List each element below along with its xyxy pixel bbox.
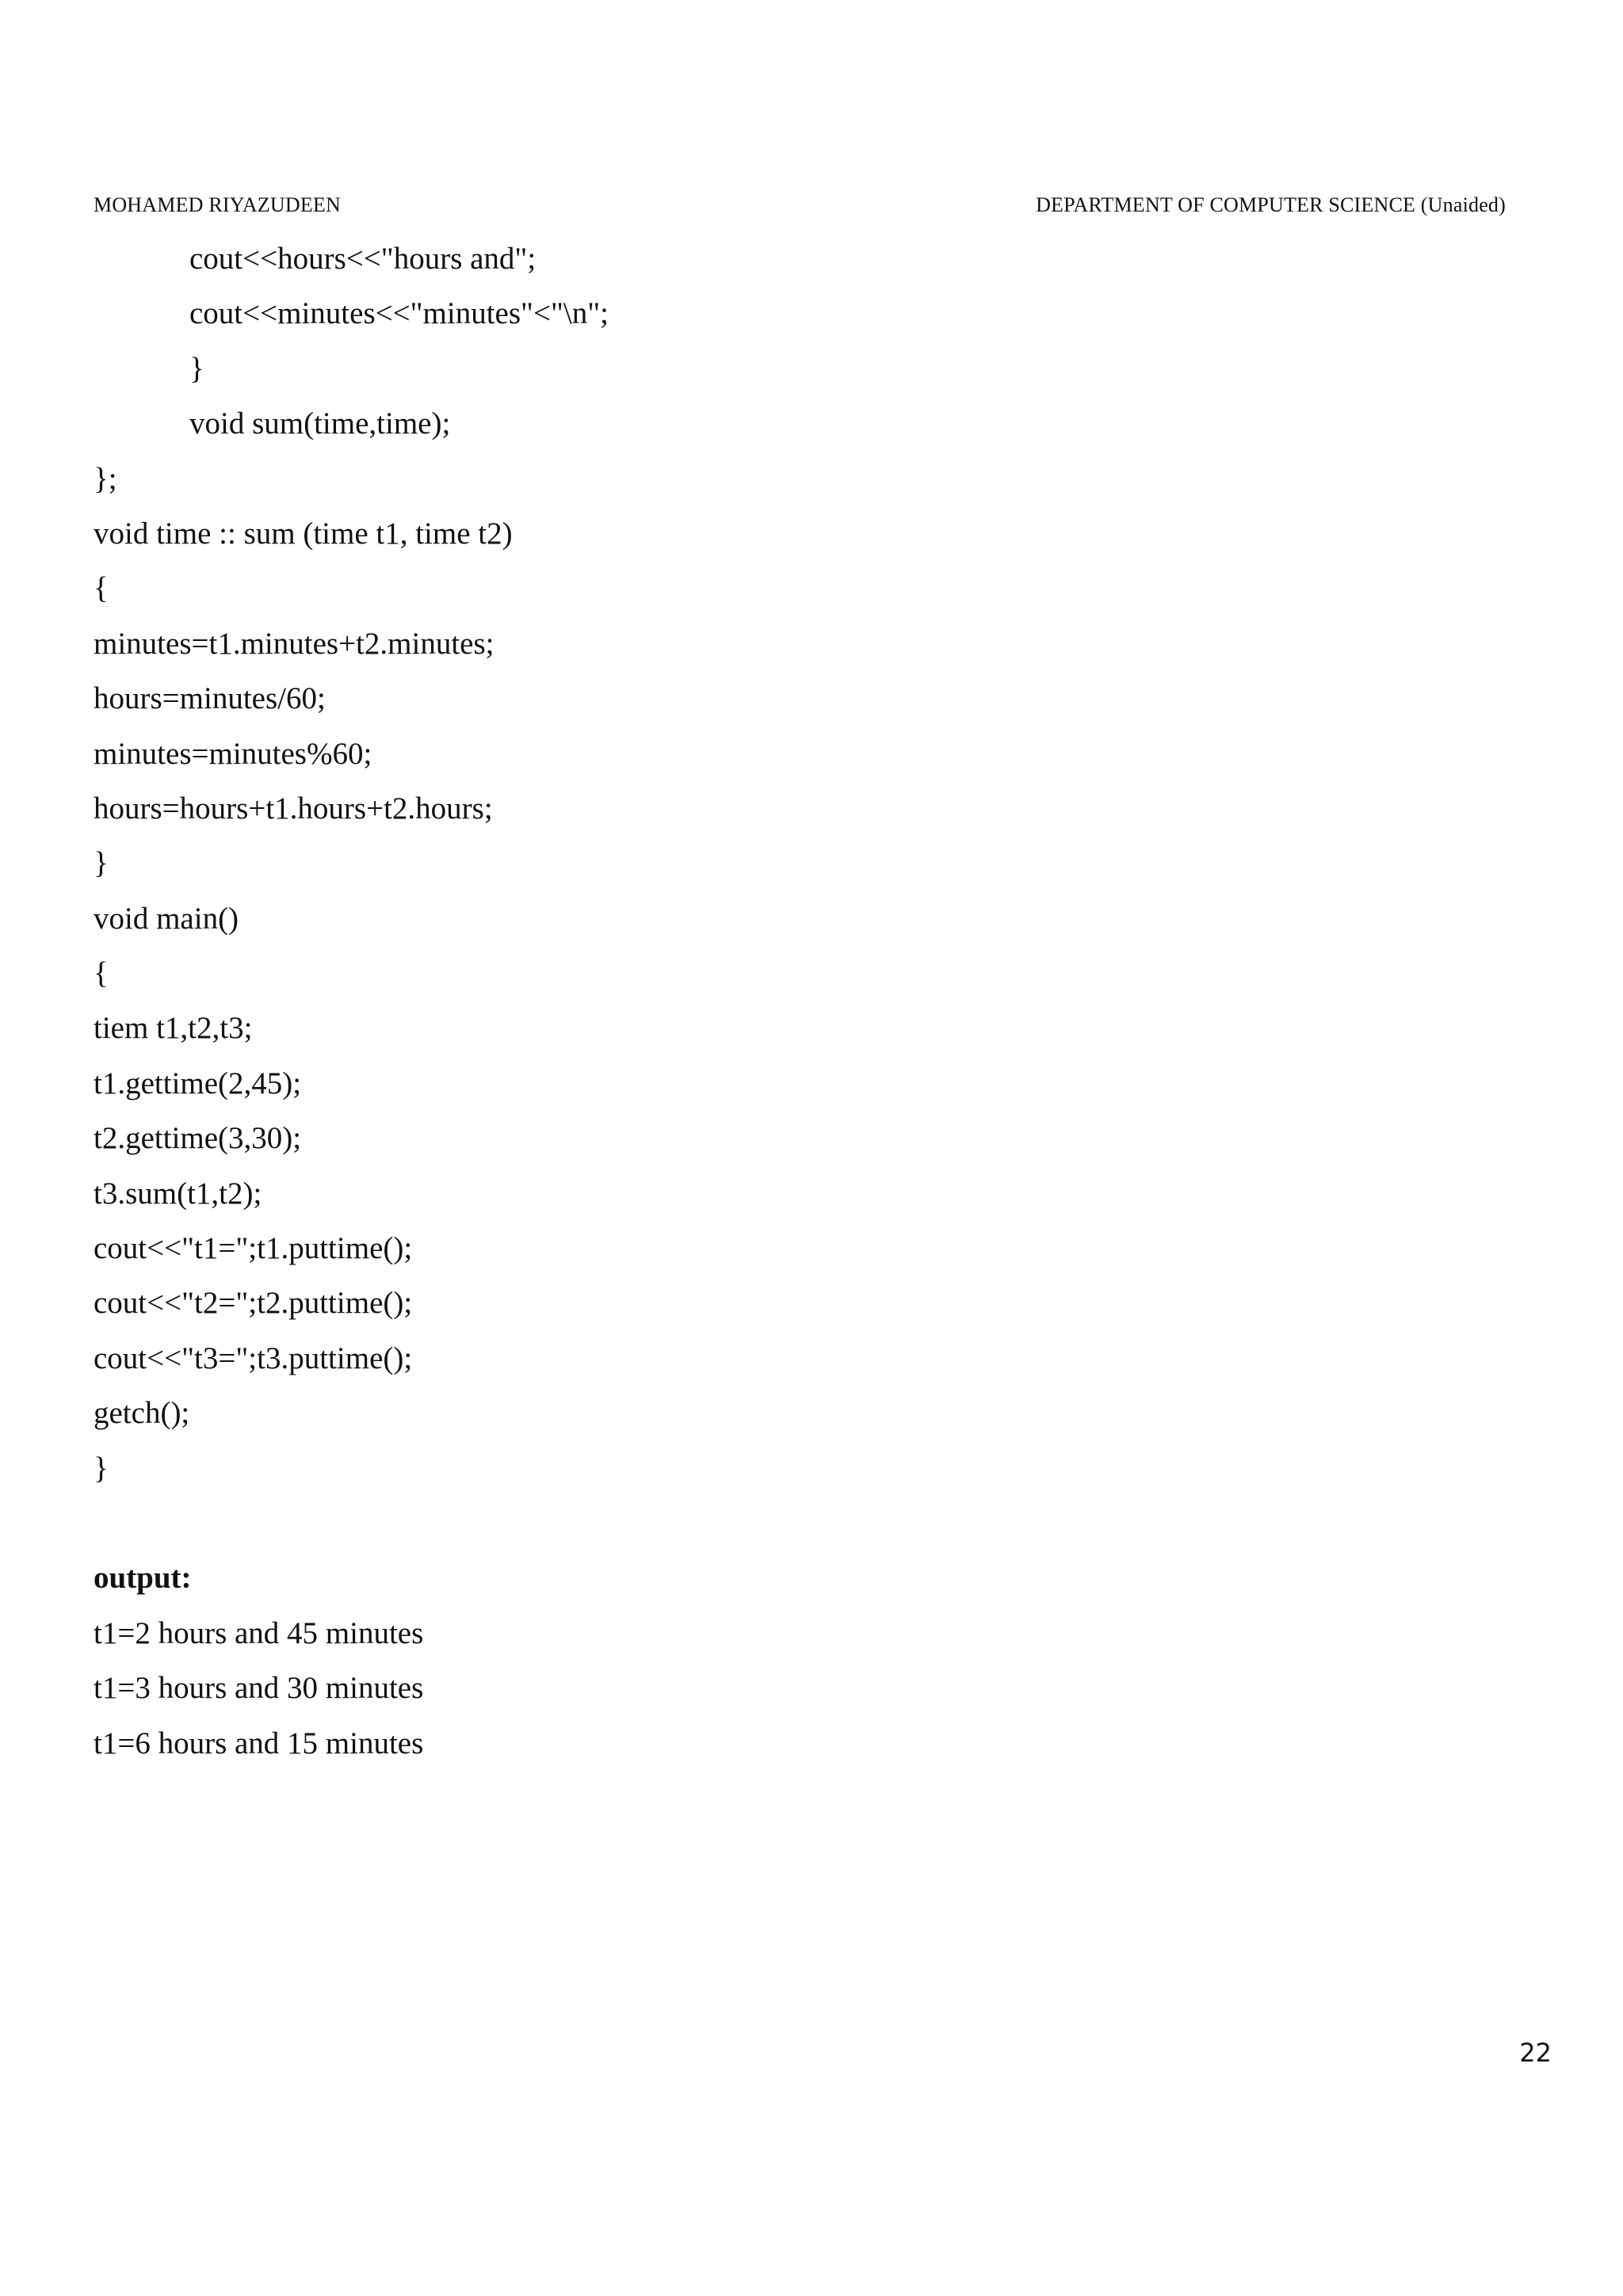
page-number: 22: [1519, 2038, 1552, 2068]
header-department: DEPARTMENT OF COMPUTER SCIENCE (Unaided): [1036, 193, 1506, 216]
code-line: getch();: [94, 1396, 190, 1431]
code-line: }: [94, 846, 109, 881]
code-line: {: [94, 956, 109, 991]
code-line: t1.gettime(2,45);: [94, 1066, 302, 1100]
code-line: cout<<"t2=";t2.puttime();: [94, 1286, 413, 1321]
output-line: t1=3 hours and 30 minutes: [94, 1671, 424, 1706]
code-listing: [94, 239, 1441, 1779]
code-line: cout<<minutes<<"minutes"<"\n";: [189, 296, 609, 331]
code-line: };: [94, 461, 117, 496]
code-line: tiem t1,t2,t3;: [94, 1011, 253, 1046]
code-line: minutes=minutes%60;: [94, 736, 372, 771]
blank-line: [94, 1504, 1441, 1558]
code-line: t3.sum(t1,t2);: [94, 1176, 262, 1211]
code-line: void main(): [94, 901, 239, 936]
output-heading: output:: [94, 1561, 192, 1596]
code-line: }: [189, 351, 204, 386]
code-line: void sum(time,time);: [189, 406, 451, 441]
output-line: t1=2 hours and 45 minutes: [94, 1615, 424, 1650]
code-line: }: [94, 1451, 109, 1486]
code-line: cout<<"t3=";t3.puttime();: [94, 1341, 413, 1375]
code-line: hours=hours+t1.hours+t2.hours;: [94, 791, 493, 826]
code-line: void time :: sum (time t1, time t2): [94, 516, 513, 551]
code-line: hours=minutes/60;: [94, 681, 326, 716]
code-line: cout<<hours<<"hours and";: [189, 242, 537, 276]
output-line: t1=6 hours and 15 minutes: [94, 1726, 424, 1760]
code-line: minutes=t1.minutes+t2.minutes;: [94, 626, 495, 661]
code-line: t2.gettime(3,30);: [94, 1121, 302, 1156]
header-author: MOHAMED RIYAZUDEEN: [94, 193, 341, 216]
code-line: cout<<"t1=";t1.puttime();: [94, 1231, 413, 1266]
code-line: {: [94, 571, 109, 606]
